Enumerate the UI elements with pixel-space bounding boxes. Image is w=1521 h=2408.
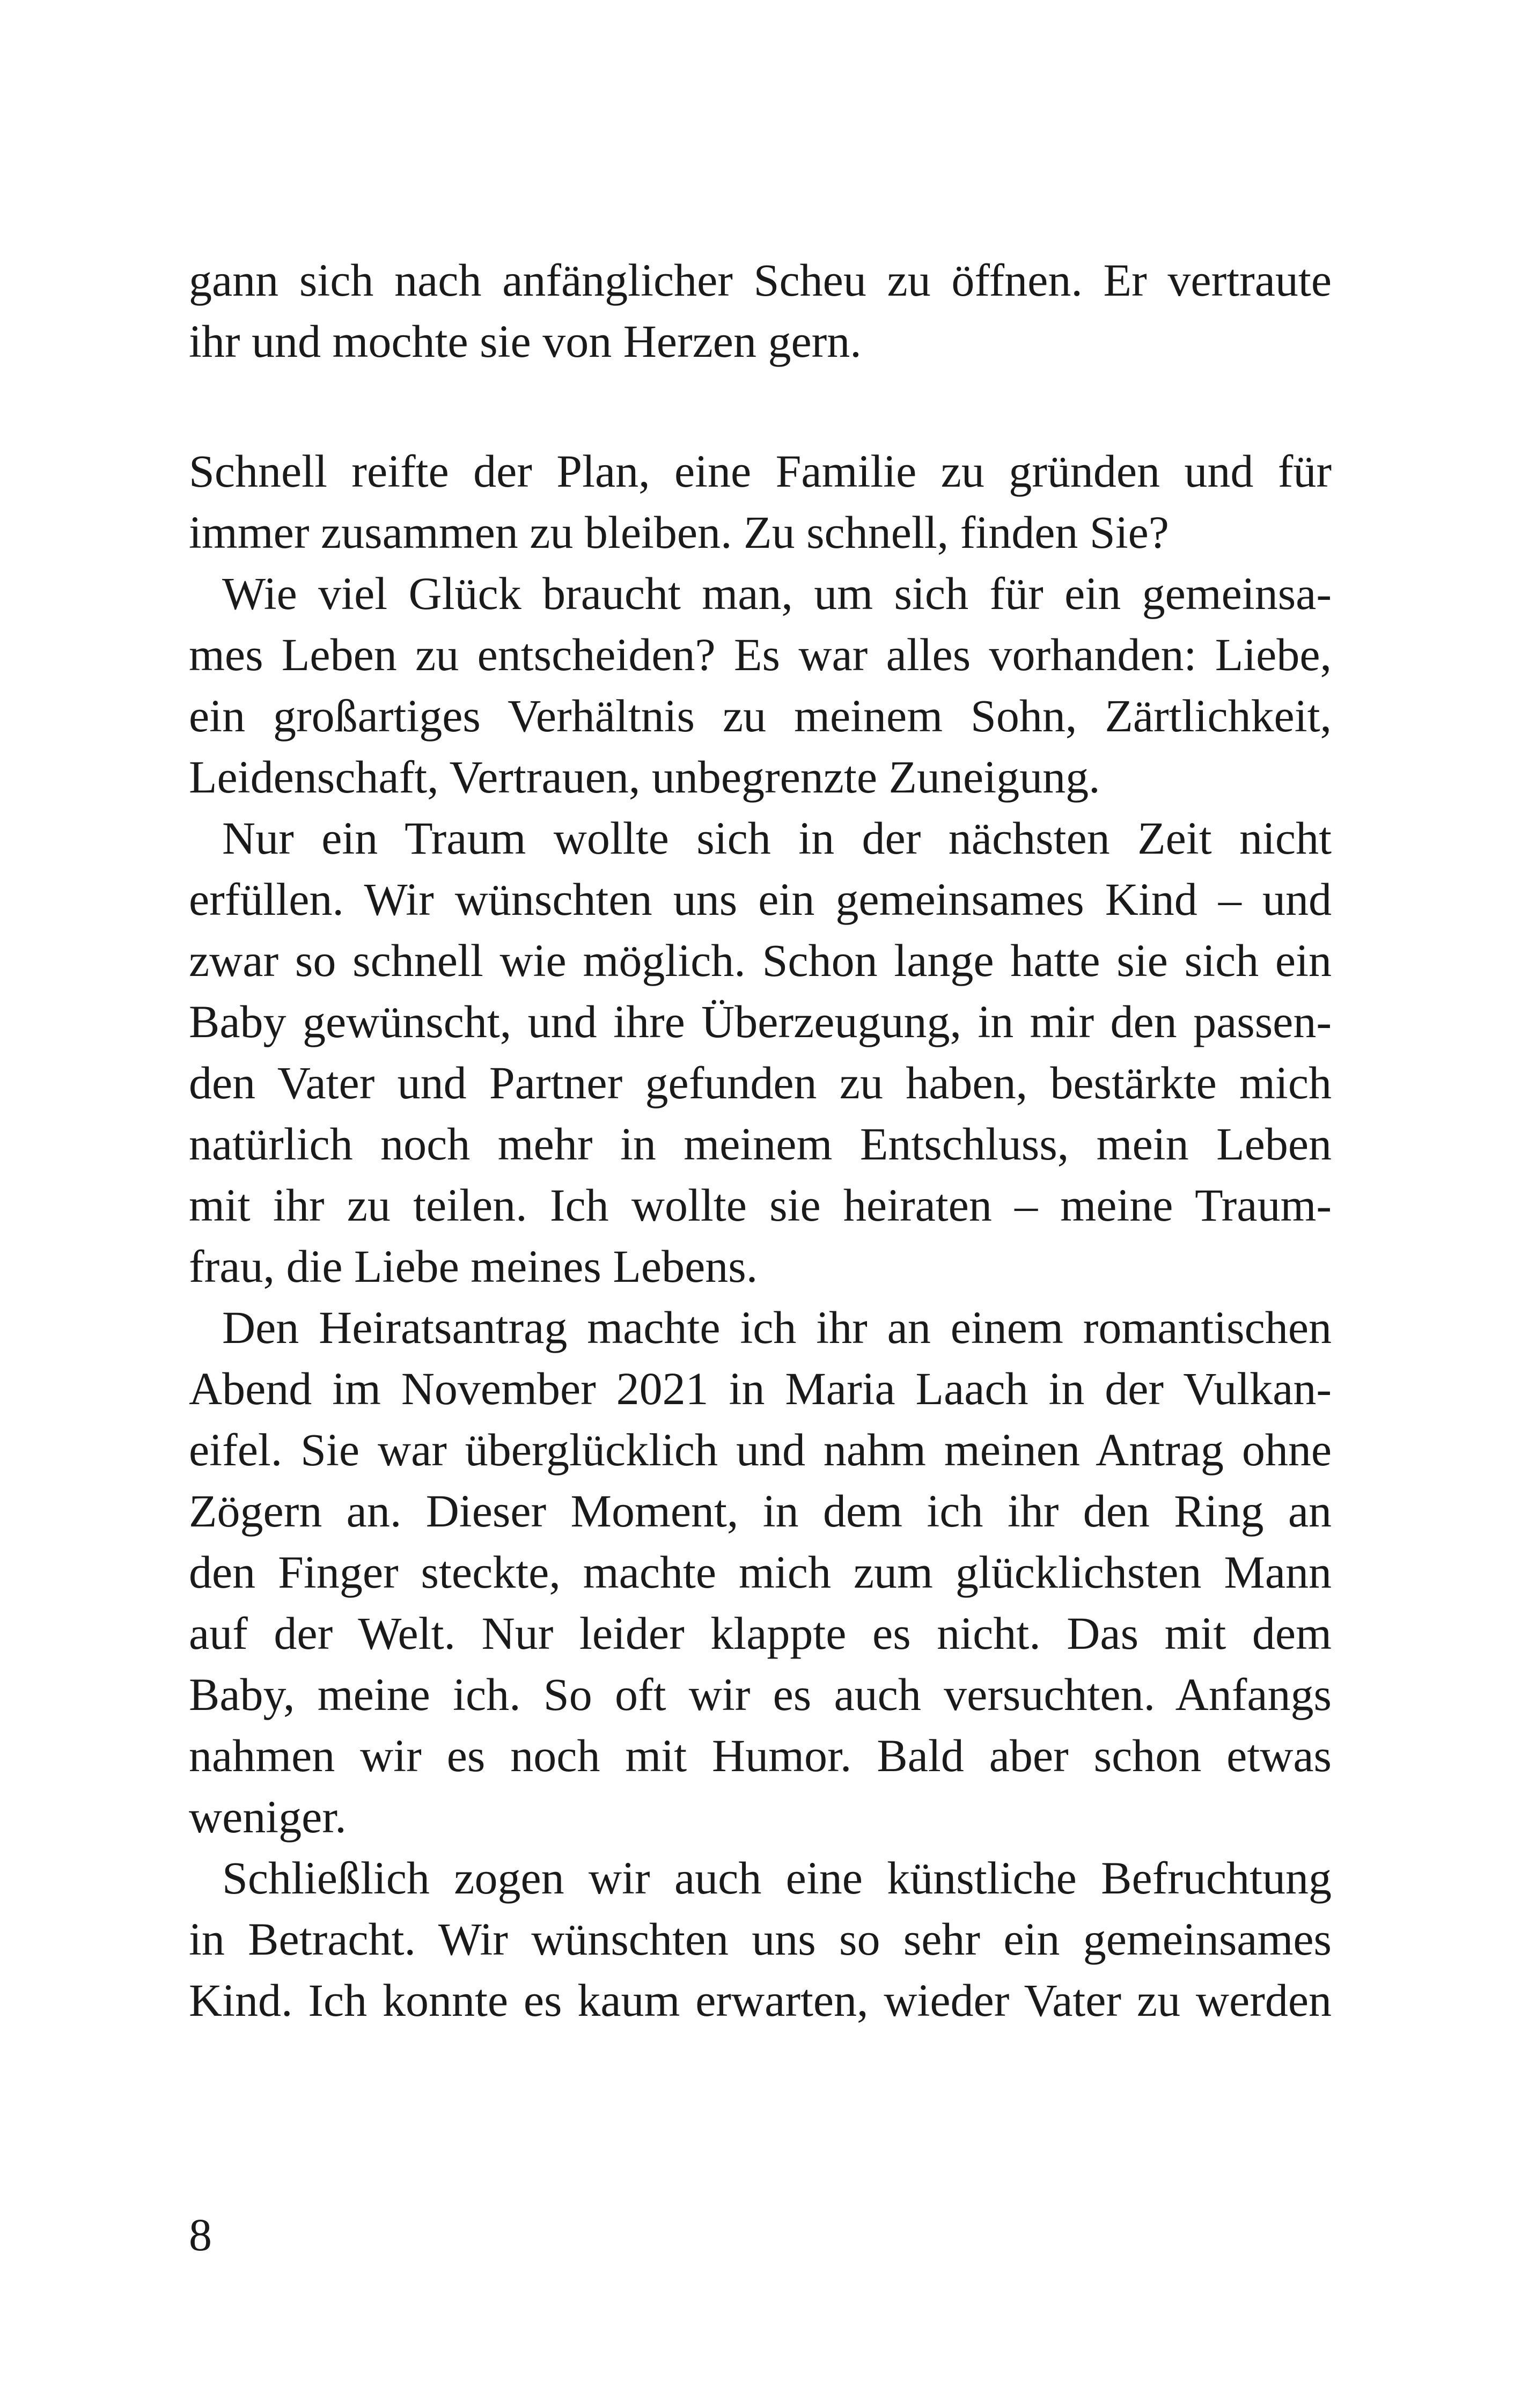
text-line: Schließlich zogen wir auch eine künstliche Befruchtung xyxy=(222,1852,1332,1904)
text-line: zwar so schnell wie möglich. Schon lange hatte sie sich ein xyxy=(189,935,1332,986)
text-line: in Betracht. Wir wünschten uns so sehr ein gemeinsames xyxy=(189,1913,1332,1965)
paragraph-3 xyxy=(189,563,1332,807)
text-line: eifel. Sie war überglücklich und nahm meinen Antrag ohne xyxy=(189,1424,1332,1475)
text-line: immer zusammen zu bleiben. Zu schnell, finden Sie? xyxy=(189,506,1169,558)
text-line: erfüllen. Wir wünschten uns ein gemeinsames Kind – und xyxy=(189,873,1332,925)
text-line: Nur ein Traum wollte sich in der nächsten Zeit nicht xyxy=(222,812,1332,864)
text-line: ihr und mochte sie von Herzen gern. xyxy=(189,315,862,367)
text-line: ein großartiges Verhältnis zu meinem Sohn, Zärtlichkeit, xyxy=(189,690,1332,742)
paragraph-4 xyxy=(189,807,1332,1297)
body-text xyxy=(189,249,1332,2031)
paragraph-2 xyxy=(189,441,1332,563)
text-line: mit ihr zu teilen. Ich wollte sie heiraten – meine Traum- xyxy=(189,1179,1332,1231)
paragraph-6 xyxy=(189,1847,1332,2031)
text-line: gann sich nach anfänglicher Scheu zu öffnen. Er vertraute xyxy=(189,254,1332,306)
text-line: nahmen wir es noch mit Humor. Bald aber schon etwas xyxy=(189,1730,1332,1781)
paragraph-1 xyxy=(189,249,1332,372)
text-line: auf der Welt. Nur leider klappte es nicht. Das mit dem xyxy=(189,1607,1332,1659)
text-line: natürlich noch mehr in meinem Entschluss, mein Leben xyxy=(189,1118,1332,1170)
text-line: weniger. xyxy=(189,1791,347,1842)
text-line: Den Heiratsantrag machte ich ihr an einem romantischen xyxy=(222,1302,1332,1353)
text-line: frau, die Liebe meines Lebens. xyxy=(189,1240,758,1292)
text-line: Baby gewünscht, und ihre Überzeugung, in mir den passen- xyxy=(189,996,1332,1047)
page-number: 8 xyxy=(189,2209,212,2260)
text-line: den Vater und Partner gefunden zu haben, bestärkte mich xyxy=(189,1057,1332,1108)
text-line: Schnell reifte der Plan, eine Familie zu gründen und für xyxy=(189,445,1332,497)
paragraph-5 xyxy=(189,1297,1332,1847)
text-line: Wie viel Glück braucht man, um sich für ein gemeinsa- xyxy=(222,568,1332,619)
text-line: Zögern an. Dieser Moment, in dem ich ihr den Ring an xyxy=(189,1485,1332,1537)
text-line: mes Leben zu entscheiden? Es war alles vorhanden: Liebe, xyxy=(189,629,1332,680)
text-line: Abend im November 2021 in Maria Laach in der Vulkan- xyxy=(189,1363,1332,1414)
section-break xyxy=(189,372,1332,441)
text-line: Kind. Ich konnte es kaum erwarten, wieder Vater zu werden xyxy=(189,1974,1332,2026)
text-line: Baby, meine ich. So oft wir es auch versuchten. Anfangs xyxy=(189,1669,1332,1720)
text-line: Leidenschaft, Vertrauen, unbegrenzte Zuneigung. xyxy=(189,751,1100,803)
text-line: den Finger steckte, machte mich zum glücklichsten Mann xyxy=(189,1546,1332,1598)
